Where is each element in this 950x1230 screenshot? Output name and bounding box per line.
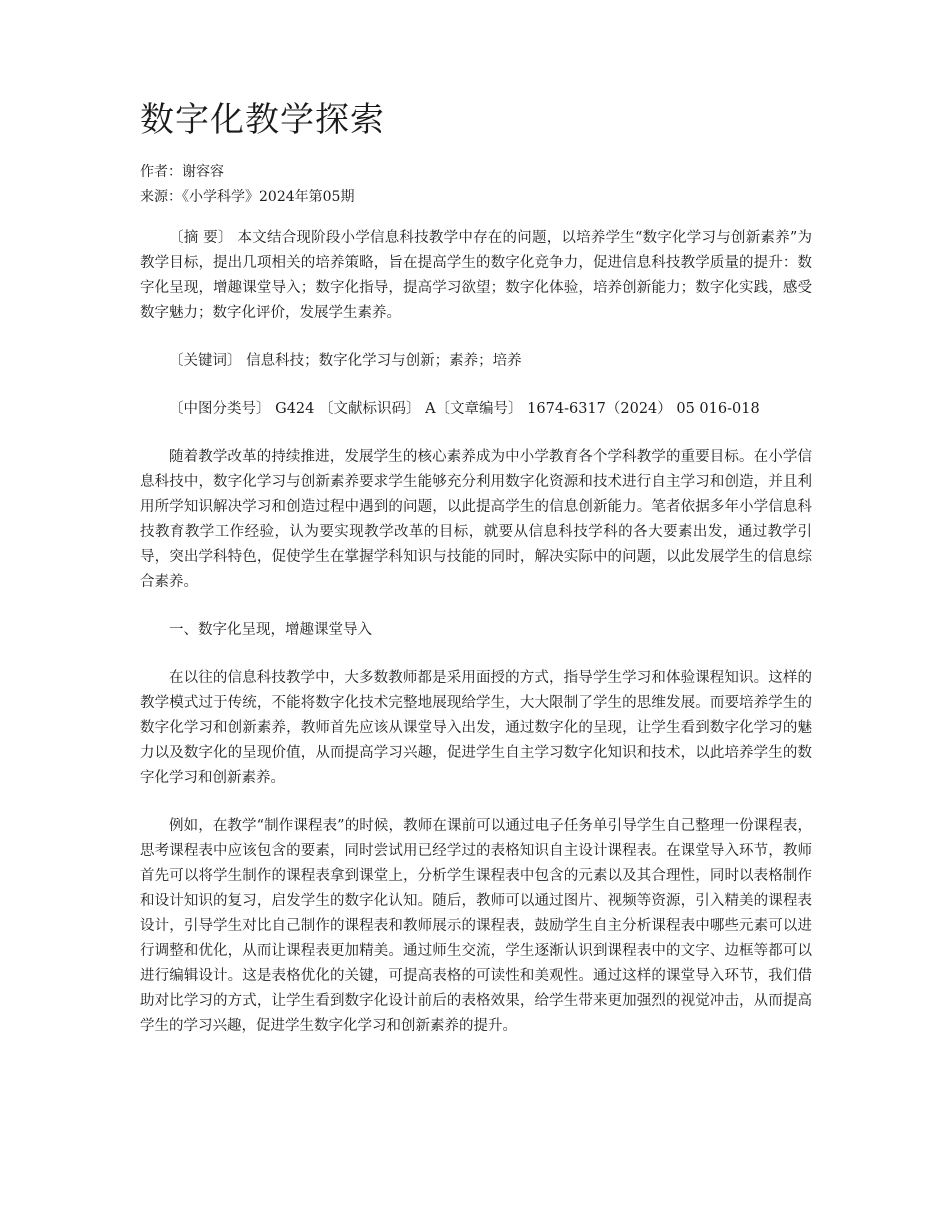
body-paragraph: 例如，在教学“制作课程表”的时候，教师在课前可以通过电子任务单引导学生自己整理一份课程表，思考课程表中应该包含的要素，同时尝试用已经学过的表格知识自主设计课程表。在课堂导入环节，教师首先可以将学生制作的课程表拿到课堂上，分析学生课程表中包含的元素以及其合理性，同时以表格制作和设计知识的复习，启发学生的数字化认知。随后，教师可以通过图片、视频等资源，引入精美的课程表设计，引导学生对比自己制作的课程表和教师展示的课程表，鼓励学生自主分析课程表中哪些元素可以进行调整和优化，从而让课程表更加精美。通过师生交流，学生逐渐认识到课程表中的文字、边框等都可以进行编辑设计。这是表格优化的关键，可提高表格的可读性和美观性。通过这样的课堂导入环节，我们借助对比学习的方式，让学生看到数字化设计前后的表格效果，给学生带来更加强烈的视觉冲击，从而提高学生的学习兴趣，促进学生数字化学习和创新素养的提升。 (140, 818, 812, 1034)
section-heading: 一、数字化呈现，增趣课堂导入 (169, 622, 372, 638)
article-title: 数字化教学探索 (140, 100, 385, 140)
classification-paragraph: 〔中图分类号〕 G424 〔文献标识码〕 A〔文章编号〕 1674-6317（2024） 05 016-018 (169, 401, 760, 417)
article-page (140, 92, 812, 1062)
keywords-paragraph: 〔关键词〕 信息科技；数字化学习与创新；素养；培养 (169, 353, 522, 369)
intro-paragraph: 随着教学改革的持续推进，发展学生的核心素养成为中小学教育各个学科教学的重要目标。在小学信息科技中，数字化学习与创新素养要求学生能够充分利用数字化资源和技术进行自主学习和创造，并且利用所学知识解决学习和创造过程中遇到的问题，以此提高学生的信息创新能力。笔者依据多年小学信息科技教育教学工作经验，认为要实现教学改革的目标，就要从信息科技学科的各大要素出发，通过教学引导，突出学科特色，促使学生在掌握学科知识与技能的同时，解决实际中的问题，以此发展学生的信息综合素养。 (140, 449, 812, 590)
article-meta (140, 160, 812, 210)
source-line: 来源：《小学科学》2024年第05期 (140, 189, 355, 205)
abstract-paragraph: 〔摘 要〕 本文结合现阶段小学信息科技教学中存在的问题，以培养学生“数字化学习与创新素养”为教学目标，提出几项相关的培养策略，旨在提高学生的数字化竞争力，促进信息科技教学质量的提升：数字化呈现，增趣课堂导入；数字化指导，提高学习欲望；数字化体验，培养创新能力；数字化实践，感受数字魅力；数字化评价，发展学生素养。 (140, 230, 812, 321)
author-line: 作者：谢容容 (140, 164, 224, 180)
body-paragraph: 在以往的信息科技教学中，大多数教师都是采用面授的方式，指导学生学习和体验课程知识。这样的教学模式过于传统，不能将数字化技术完整地展现给学生，大大限制了学生的思维发展。而要培养学生的数字化学习和创新素养，教师首先应该从课堂导入出发，通过数字化的呈现，让学生看到数字化学习的魅力以及数字化的呈现价值，从而提高学习兴趣，促进学生自主学习数字化知识和技术，以此培养学生的数字化学习和创新素养。 (140, 670, 812, 786)
